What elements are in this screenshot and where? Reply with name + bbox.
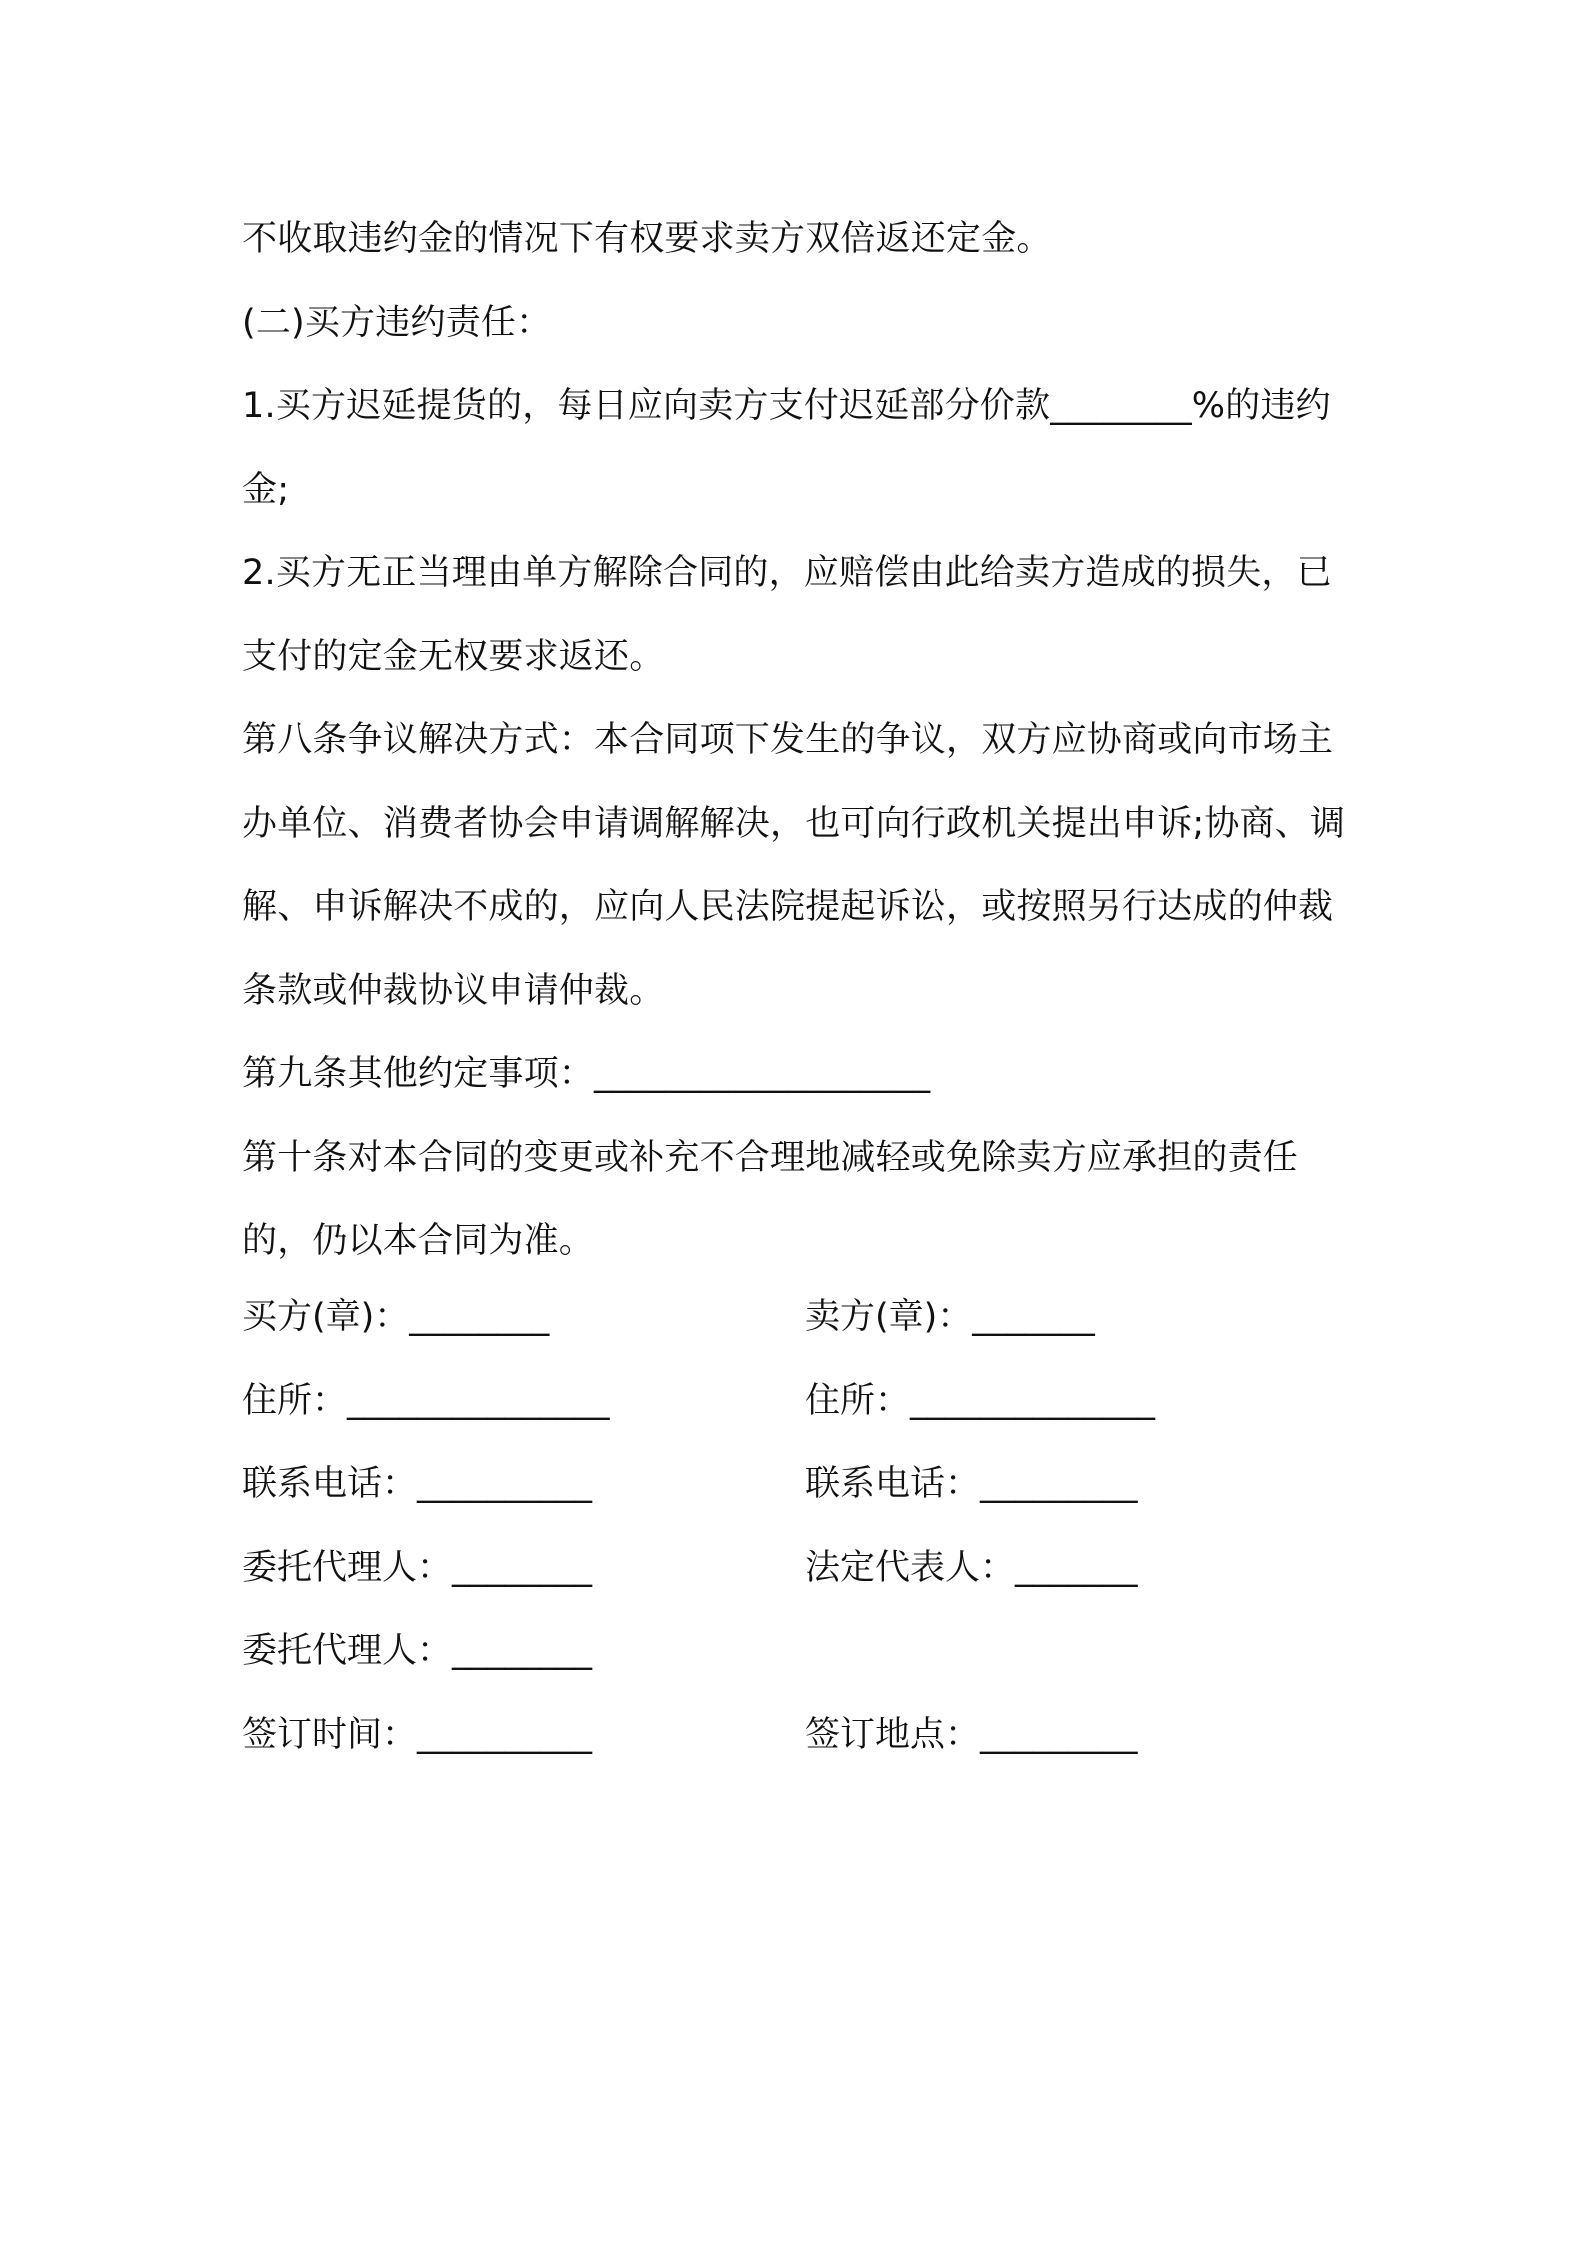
signature-row-seal [242,1276,1362,1360]
signature-row-representative [242,1527,1362,1611]
signature-row-address [242,1360,1362,1444]
buyer-address-field: 住所：_______________ [242,1380,610,1421]
seller-legal-rep-field: 法定代表人：_______ [805,1547,1138,1588]
paragraph-buyer-liability-heading: (二)买方违约责任： [242,302,552,343]
paragraph-late-pickup-penalty: 1.买方迟延提货的，每日应向卖方支付迟延部分价款________%的违约金; [242,386,1331,510]
seller-seal-field: 卖方(章)：_______ [805,1297,1095,1337]
signature-row-agent [242,1610,1362,1694]
paragraph-deposit-refund: 不收取违约金的情况下有权要求卖方双倍返还定金。 [242,219,1052,259]
signing-place-field: 签订地点：_________ [805,1714,1138,1755]
seller-agent-field: 委托代理人：________ [242,1631,593,1671]
paragraph-unilateral-termination: 2.买方无正当理由单方解除合同的，应赔偿由此给卖方造成的损失，已支付的定金无权要求返还。 [242,553,1332,677]
signature-row-phone [242,1443,1362,1527]
contract-body [242,198,1362,1284]
buyer-phone-field: 联系电话：__________ [242,1464,593,1504]
buyer-agent-field: 委托代理人：________ [242,1547,593,1588]
seller-phone-field: 联系电话：_________ [805,1464,1138,1504]
paragraph-article-9-other: 第九条其他约定事项：___________________ [242,1054,931,1094]
signature-section [242,1276,1362,1777]
buyer-seal-field: 买方(章)：________ [242,1297,550,1337]
paragraph-article-10-amendment: 第十条对本合同的变更或补充不合理地减轻或免除卖方应承担的责任的，仍以本合同为准。 [242,1137,1299,1261]
signing-time-field: 签订时间：__________ [242,1714,593,1755]
signature-row-signing [242,1694,1362,1778]
seller-address-field: 住所：______________ [805,1380,1156,1421]
paragraph-article-8-dispute: 第八条争议解决方式：本合同项下发生的争议，双方应协商或向市场主办单位、消费者协会申请调解解决，也可向行政机关提出申诉;协商、调解、申诉解决不成的，应向人民法院提起诉讼，或按照另行达成的仲裁条款或仲裁协议申请仲裁。 [242,720,1346,1011]
